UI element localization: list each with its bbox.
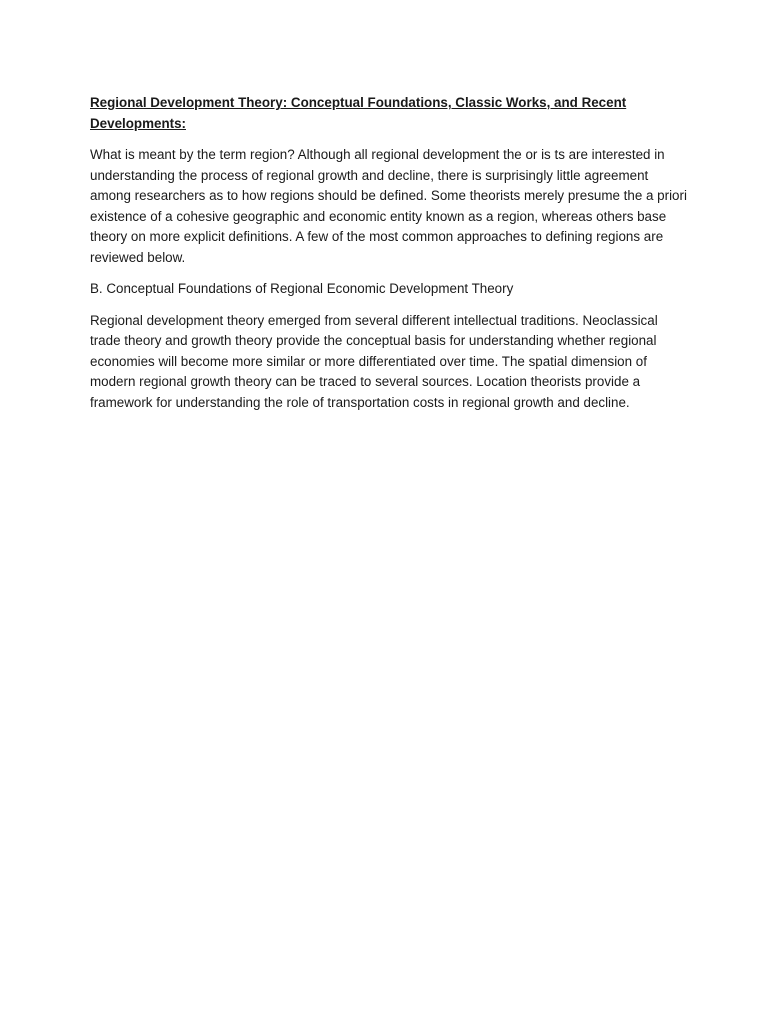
paragraph-intro: What is meant by the term region? Although all regional development the or is ts are interested in understanding the process of regional growth and decline, there is surprisingly little agreement among researchers as to how regions should be defined. Some theorists merely presume the a priori existence of a cohesive geographic and economic entity known as a region, whereas others base theory on more explicit definitions. A few of the most common approaches to defining regions are reviewed below. — [90, 147, 687, 265]
paragraph-foundations: Regional development theory emerged from several different intellectual traditions. Neoclassical trade theory and growth theory provide the conceptual basis for understanding whether regional economies will become more similar or more differentiated over time. The spatial dimension of modern regional growth theory can be traced to several sources. Location theorists provide a framework for understanding the role of transportation costs in regional growth and decline. — [90, 312, 658, 410]
document-body — [90, 93, 690, 424]
document-title: Regional Development Theory: Conceptual Foundations, Classic Works, and Recent Developments: — [90, 95, 627, 131]
section-heading: B. Conceptual Foundations of Regional Economic Development Theory — [90, 281, 514, 296]
